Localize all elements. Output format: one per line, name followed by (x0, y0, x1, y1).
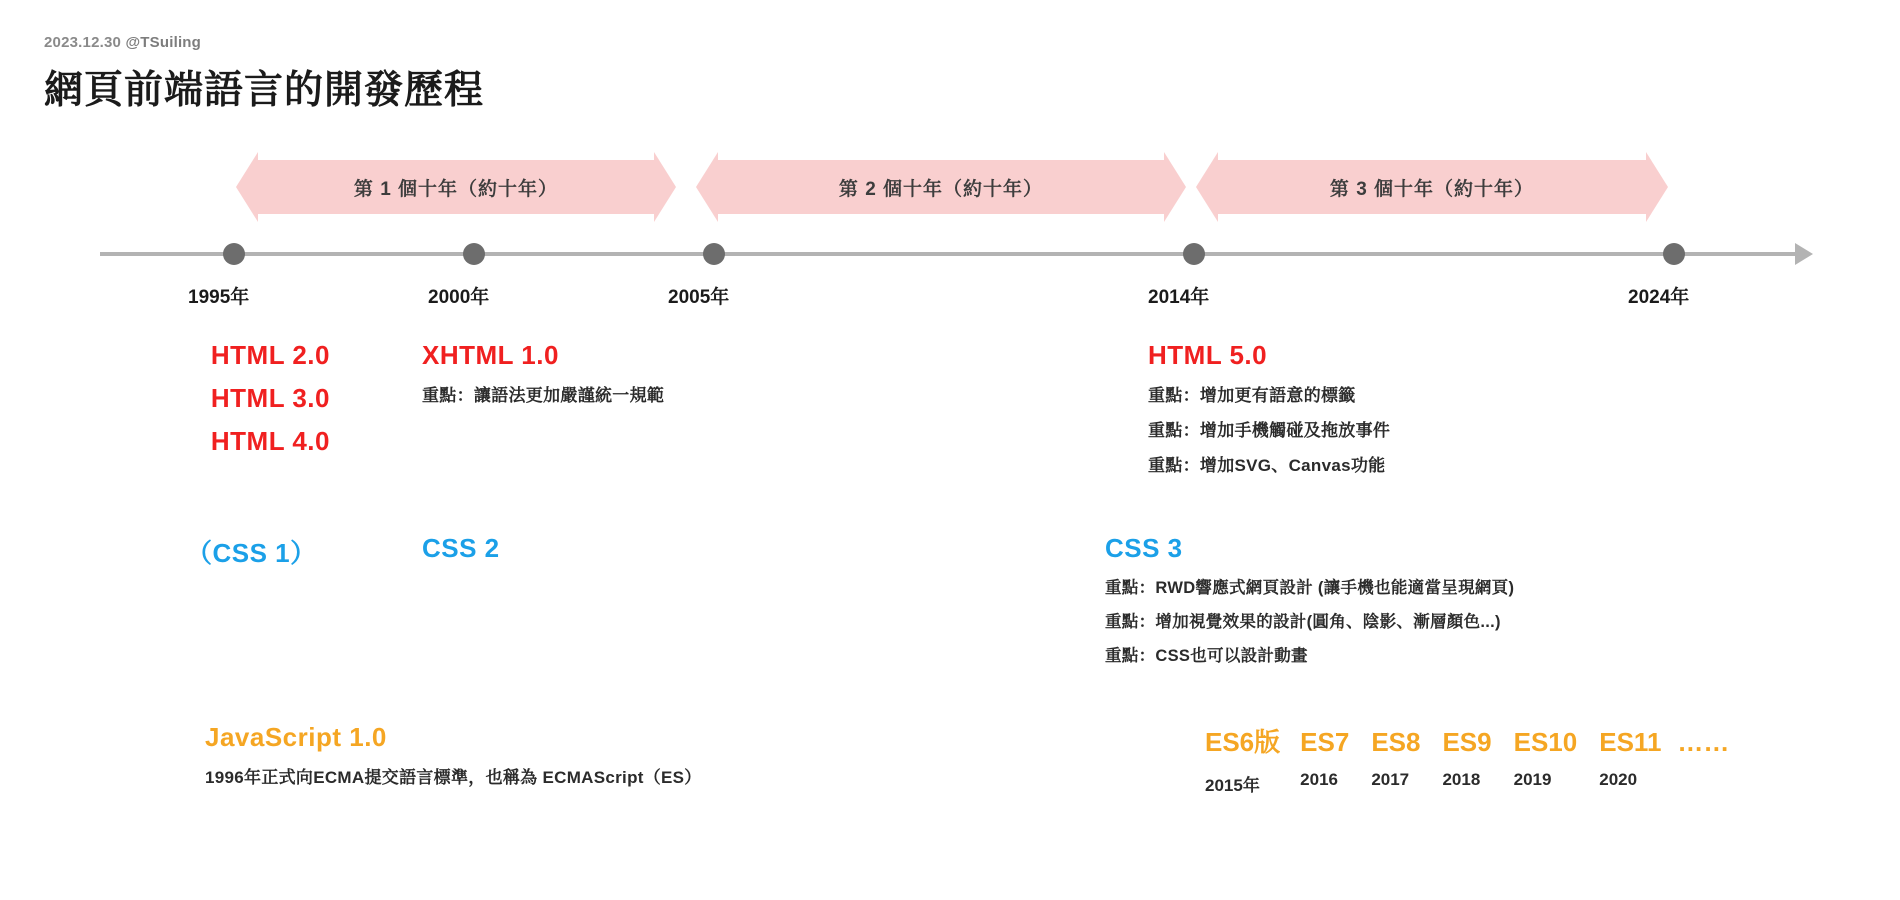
timeline-year-5: 2024年 (1628, 287, 1690, 308)
es-name-es8: ES8 (1371, 727, 1421, 757)
timeline-year-3: 2005年 (668, 287, 730, 308)
page-header (44, 34, 484, 115)
es-year-es6: 2015年 (1205, 776, 1260, 795)
es-year-es10: 2019 (1513, 770, 1552, 789)
es-item-es10 (1514, 727, 1578, 790)
timeline-node-2014 (1183, 243, 1205, 265)
timeline-node-2005 (703, 243, 725, 265)
es-item-es9 (1442, 727, 1491, 790)
css-1-label: （CSS 1） (186, 538, 317, 568)
es-name-es9: ES9 (1442, 727, 1492, 757)
es-year-es7: 2016 (1300, 770, 1338, 789)
javascript-note: 1996年正式向ECMA提交語言標準，也稱為 ECMAScript（ES） (205, 768, 702, 787)
es-name-es6: ES6版 (1205, 727, 1281, 757)
javascript-1-0-label: JavaScript 1.0 (205, 722, 387, 752)
decade-bar-1 (258, 160, 654, 214)
es-name-es11: ES11 (1599, 727, 1662, 757)
xhtml-group (422, 340, 664, 406)
css3-group (1105, 533, 1514, 666)
html5-note-1: 重點：增加更有語意的標籤 (1148, 386, 1356, 405)
es-name-es7: ES7 (1300, 727, 1350, 757)
decade-bar-3 (1218, 160, 1646, 214)
decade-bar-1-label: 第 1 個十年（約十年） (353, 178, 559, 200)
page-title: 網頁前端語言的開發歷程 (44, 69, 485, 112)
timeline-axis-arrow-icon (1795, 243, 1813, 265)
es-name-es10: ES10 (1513, 727, 1578, 757)
es-year-es11: 2020 (1599, 770, 1638, 789)
timeline-year-1: 1995年 (188, 287, 250, 308)
timeline-axis (100, 252, 1800, 256)
xhtml-1-0-label: XHTML 1.0 (422, 340, 559, 370)
xhtml-note: 重點：讓語法更加嚴謹統一規範 (422, 386, 665, 405)
timeline-year-4: 2014年 (1148, 287, 1210, 308)
decade-bars (0, 160, 1900, 220)
timeline-year-2: 2000年 (428, 287, 490, 308)
es-item-es6 (1205, 722, 1280, 796)
html5-group (1148, 340, 1390, 476)
html5-note-2: 重點：增加手機觸碰及拖放事件 (1148, 421, 1391, 440)
javascript-group (205, 722, 702, 788)
byline-date: 2023.12.30 (44, 34, 122, 51)
timeline-node-1995 (223, 243, 245, 265)
html5-note-3: 重點：增加SVG、Canvas功能 (1148, 456, 1386, 475)
html-5-0-label: HTML 5.0 (1148, 340, 1268, 370)
es-year-es8: 2017 (1371, 770, 1410, 789)
timeline-node-2000 (463, 243, 485, 265)
html-4-0-label: HTML 4.0 (210, 426, 330, 456)
byline-handle: @TSuiling (125, 34, 202, 51)
ecmascript-versions (1205, 722, 1729, 796)
es-item-es8 (1371, 727, 1420, 790)
html-3-0-label: HTML 3.0 (210, 383, 330, 413)
es-item-es7 (1300, 727, 1349, 790)
html-2-0-label: HTML 2.0 (210, 340, 330, 370)
byline (44, 34, 484, 51)
css3-note-2: 重點：增加視覺效果的設計(圓角、陰影、漸層顏色...) (1105, 613, 1501, 631)
decade-bar-2-label: 第 2 個十年（約十年） (838, 178, 1044, 200)
decade-bar-3-label: 第 3 個十年（約十年） (1329, 178, 1535, 200)
html-versions-col1 (170, 340, 330, 469)
es-year-es9: 2018 (1442, 770, 1481, 789)
css3-note-1: 重點：RWD響應式網頁設計 (讓手機也能適當呈現網頁) (1105, 579, 1515, 597)
decade-bar-2 (718, 160, 1164, 214)
timeline-node-2024 (1663, 243, 1685, 265)
css-3-label: CSS 3 (1105, 533, 1183, 563)
css3-note-3: 重點：CSS也可以設計動畫 (1105, 647, 1308, 665)
es-ellipsis: …… (1677, 727, 1730, 757)
es-item-es11 (1599, 727, 1661, 790)
css-2-label: CSS 2 (422, 533, 500, 563)
